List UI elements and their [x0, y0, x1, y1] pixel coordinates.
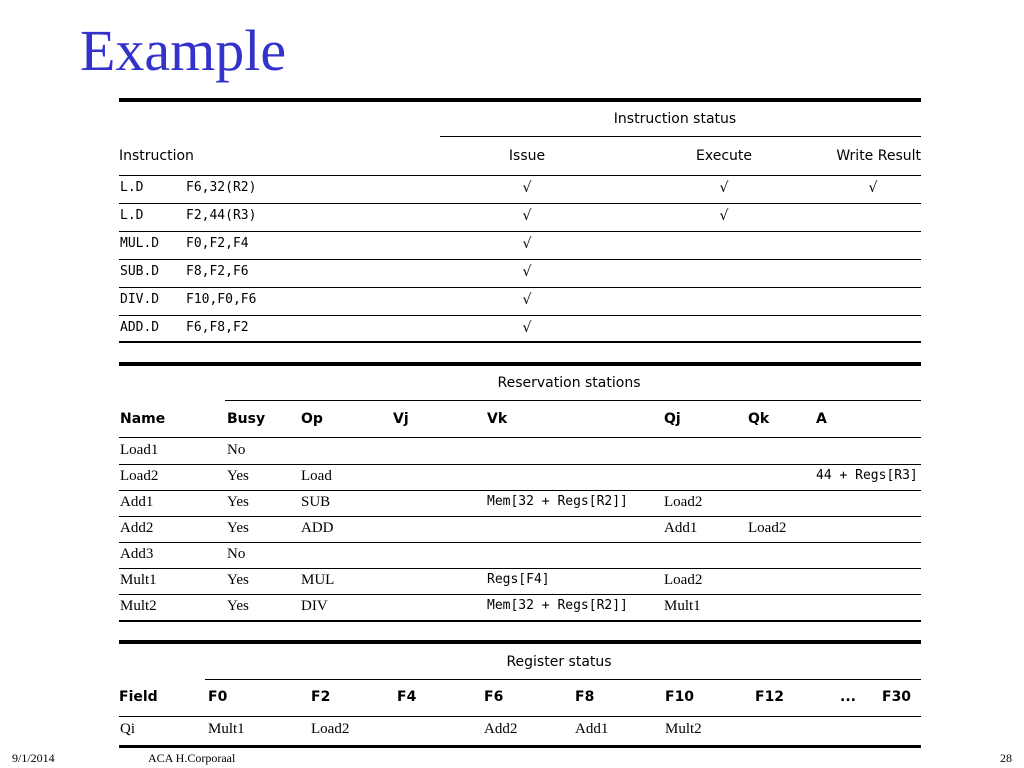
table-bottom-rule: [119, 341, 921, 343]
rs-cell-busy: No: [227, 442, 246, 458]
rs-cell-op: MUL: [301, 572, 335, 588]
row-rule: [119, 594, 921, 595]
group-rule: [225, 400, 921, 401]
rs-cell-vk: Mem[32 + Regs[R2]]: [487, 598, 628, 613]
execute-check: √: [719, 208, 729, 224]
register-header: ...: [840, 689, 856, 705]
rs-cell-op: Load: [301, 468, 332, 484]
instruction-opcode: L.D: [120, 180, 144, 195]
issue-check: √: [522, 180, 532, 196]
issue-check: √: [522, 292, 532, 308]
instruction-operands: F6,32(R2): [186, 180, 257, 195]
header-rule: [119, 437, 921, 438]
field-label: Field: [119, 689, 158, 705]
col-header-issue: Issue: [508, 148, 546, 164]
register-header: F30: [882, 689, 912, 705]
rs-cell-qj: Mult1: [664, 598, 701, 614]
footer-author: ACA H.Corporaal: [148, 751, 236, 765]
register-qi-cell: Add1: [575, 721, 609, 737]
rs-cell-name: Load2: [120, 468, 159, 484]
rs-cell-name: Load1: [120, 442, 159, 458]
register-header: F10: [665, 689, 695, 705]
register-header: F6: [484, 689, 504, 705]
col-header-op: Op: [301, 411, 323, 427]
row-rule: [119, 287, 921, 288]
col-header-a: A: [816, 411, 827, 427]
instruction-opcode: ADD.D: [120, 320, 160, 335]
row-rule: [119, 542, 921, 543]
rs-cell-busy: Yes: [227, 468, 249, 484]
register-header: F2: [311, 689, 331, 705]
rs-cell-name: Mult1: [120, 572, 157, 588]
rs-cell-vk: Regs[F4]: [487, 572, 550, 587]
rs-cell-busy: Yes: [227, 520, 249, 536]
table-bottom-rule: [119, 745, 921, 748]
issue-check: √: [522, 264, 532, 280]
col-header-qk: Qk: [748, 411, 770, 427]
row-rule: [119, 464, 921, 465]
col-header-vk: Vk: [487, 411, 508, 427]
instruction-opcode: L.D: [120, 208, 144, 223]
group-rule: [440, 136, 921, 137]
write-result-check: √: [868, 180, 878, 196]
qi-label: Qi: [120, 721, 135, 737]
instruction-operands: F6,F8,F2: [186, 320, 249, 335]
rs-cell-qj: Add1: [664, 520, 698, 536]
reservation-stations-header: Reservation stations: [497, 375, 641, 391]
col-header-execute: Execute: [696, 148, 752, 164]
rs-cell-name: Mult2: [120, 598, 157, 614]
instruction-operands: F10,F0,F6: [186, 292, 257, 307]
register-qi-cell: Mult2: [665, 721, 702, 737]
table-top-rule: [119, 640, 921, 644]
row-rule: [119, 259, 921, 260]
instruction-operands: F2,44(R3): [186, 208, 257, 223]
slide-title: Example: [80, 18, 287, 83]
col-header-instruction: Instruction: [119, 148, 194, 164]
register-header: F0: [208, 689, 228, 705]
register-status-header: Register status: [506, 654, 612, 670]
rs-cell-op: ADD: [301, 520, 334, 536]
register-qi-cell: Add2: [484, 721, 518, 737]
col-header-write-result: Write Result: [836, 148, 921, 164]
row-rule: [119, 568, 921, 569]
rs-cell-a: 44 + Regs[R3]: [816, 468, 918, 483]
instruction-opcode: DIV.D: [120, 292, 160, 307]
header-rule: [119, 175, 921, 176]
rs-cell-qk: Load2: [748, 520, 787, 536]
register-qi-cell: Load2: [311, 721, 350, 737]
rs-cell-qj: Load2: [664, 572, 703, 588]
issue-check: √: [522, 236, 532, 252]
issue-check: √: [522, 208, 532, 224]
rs-cell-name: Add2: [120, 520, 154, 536]
issue-check: √: [522, 320, 532, 336]
rs-cell-op: SUB: [301, 494, 331, 510]
rs-cell-op: DIV: [301, 598, 328, 614]
group-rule: [205, 679, 921, 680]
rs-cell-name: Add1: [120, 494, 154, 510]
row-rule: [119, 203, 921, 204]
rs-cell-busy: Yes: [227, 572, 249, 588]
register-header: F8: [575, 689, 595, 705]
row-rule: [119, 315, 921, 316]
row-rule: [119, 490, 921, 491]
instruction-operands: F8,F2,F6: [186, 264, 249, 279]
instruction-opcode: SUB.D: [120, 264, 160, 279]
table-top-rule: [119, 98, 921, 102]
instruction-status-header: Instruction status: [613, 111, 737, 127]
rs-cell-name: Add3: [120, 546, 154, 562]
table-bottom-rule: [119, 620, 921, 622]
col-header-qj: Qj: [664, 411, 681, 427]
rs-cell-vk: Mem[32 + Regs[R2]]: [487, 494, 628, 509]
header-rule: [119, 716, 921, 717]
col-header-vj: Vj: [393, 411, 409, 427]
row-rule: [119, 516, 921, 517]
col-header-busy: Busy: [227, 411, 266, 427]
table-top-rule: [119, 362, 921, 366]
execute-check: √: [719, 180, 729, 196]
row-rule: [119, 231, 921, 232]
col-header-name: Name: [120, 411, 166, 427]
rs-cell-busy: No: [227, 546, 246, 562]
rs-cell-busy: Yes: [227, 494, 249, 510]
footer-page-number: 28: [1000, 751, 1012, 765]
rs-cell-qj: Load2: [664, 494, 703, 510]
register-header: F4: [397, 689, 417, 705]
footer-date: 9/1/2014: [12, 751, 55, 765]
register-header: F12: [755, 689, 785, 705]
instruction-operands: F0,F2,F4: [186, 236, 249, 251]
instruction-opcode: MUL.D: [120, 236, 160, 251]
register-qi-cell: Mult1: [208, 721, 245, 737]
rs-cell-busy: Yes: [227, 598, 249, 614]
